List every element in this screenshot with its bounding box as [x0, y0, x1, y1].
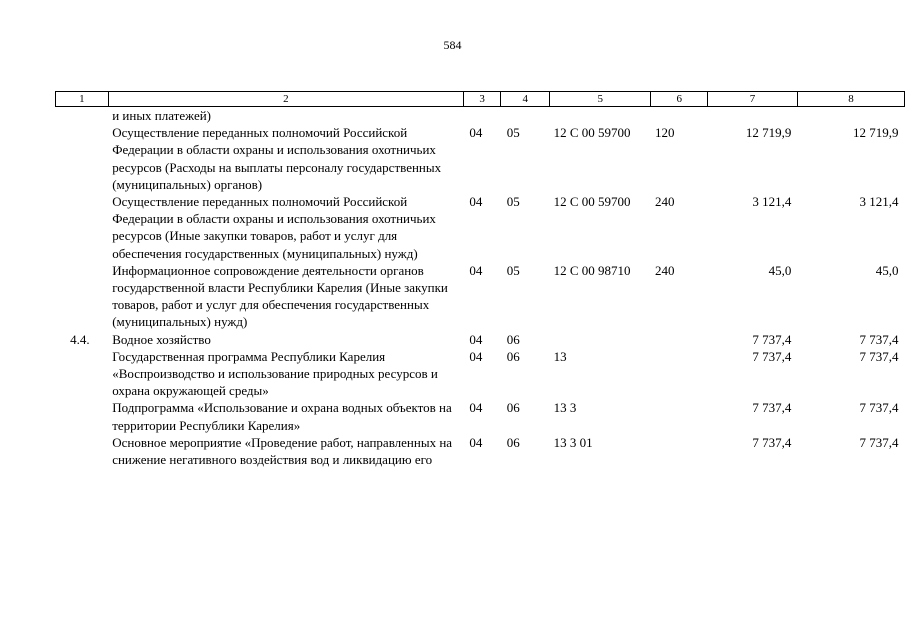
row-expense-type: [651, 348, 708, 400]
row-subsection: 06: [506, 331, 520, 347]
row-section: 04: [469, 125, 483, 141]
row-name: Подпрограмма «Использование и охрана водных объектов на территории Республики Карелия»: [112, 400, 452, 433]
row-name: Государственная программа Республики Карелия «Воспроизводство и использование природных ресурсов и охрана окружающей среды»: [112, 348, 438, 399]
row-number: [56, 193, 109, 262]
row-sum-2: 45,0: [875, 262, 899, 278]
row-sum-2: 7 737,4: [859, 400, 899, 416]
row-expense-type: 120: [654, 125, 675, 141]
row-expense-type: [651, 331, 708, 348]
row-subsection: 05: [506, 125, 520, 141]
row-number: [56, 124, 109, 193]
row-expense-type: 240: [654, 194, 675, 210]
row-sum-2: 7 737,4: [859, 434, 899, 450]
row-sum-1: 7 737,4: [752, 331, 792, 347]
row-target-article: 12 С 00 59700: [553, 194, 631, 210]
row-subsection: 06: [506, 434, 520, 450]
table-row: [56, 262, 905, 331]
table-header: [56, 92, 905, 107]
table-row: [56, 193, 905, 262]
row-section: 04: [469, 400, 483, 416]
row-sum-1: [708, 107, 798, 125]
table-row: [56, 124, 905, 193]
row-name: и иных платежей): [112, 108, 212, 123]
row-sum-1: 3 121,4: [752, 194, 792, 210]
row-number: [56, 107, 109, 125]
table-row: [56, 399, 905, 433]
row-number: [56, 399, 109, 433]
row-name: Водное хозяйство: [112, 331, 211, 347]
row-section: 04: [469, 331, 483, 347]
row-sum-1: 7 737,4: [752, 348, 792, 364]
row-number: 4.4.: [70, 331, 90, 347]
row-sum-1: 7 737,4: [752, 400, 792, 416]
row-sum-2: 7 737,4: [859, 331, 899, 347]
row-target-article: [550, 107, 651, 125]
header-col-6: 6: [651, 92, 708, 107]
row-number: [56, 434, 109, 468]
row-sum-1: 12 719,9: [745, 125, 792, 141]
row-target-article: 12 С 00 98710: [553, 262, 631, 278]
row-sum-2: 12 719,9: [853, 125, 899, 141]
row-target-article: 13: [553, 348, 567, 364]
header-col-2: 2: [108, 92, 463, 107]
row-subsection: 05: [506, 262, 520, 278]
row-sum-2: [797, 107, 904, 125]
row-number: [56, 262, 109, 331]
row-target-article: 13 3 01: [553, 434, 593, 450]
row-subsection: [501, 107, 550, 125]
row-section: 04: [469, 262, 483, 278]
row-sum-2: 3 121,4: [859, 194, 899, 210]
row-name: Основное мероприятие «Проведение работ, направленных на снижение негативного воздействия вод и ликвидацию его: [112, 434, 453, 468]
row-section: 04: [469, 348, 483, 364]
row-sum-1: 45,0: [768, 262, 792, 278]
row-number: [56, 348, 109, 400]
page-number: 584: [443, 38, 462, 52]
header-col-7: 7: [708, 92, 798, 107]
row-target-article: 12 С 00 59700: [553, 125, 631, 141]
budget-table: [55, 91, 905, 468]
table-row: [56, 434, 905, 468]
row-subsection: 06: [506, 348, 520, 364]
table-row: [56, 107, 905, 125]
row-name: Осуществление переданных полномочий Российской Федерации в области охраны и использования охотничьих ресурсов (Иные закупки товаров, работ и услуг для обеспечения государственных (муниципальных) нужд): [112, 194, 436, 261]
row-section: 04: [469, 194, 483, 210]
row-expense-type: [651, 399, 708, 433]
header-col-3: 3: [463, 92, 500, 107]
row-expense-type: 240: [654, 262, 675, 278]
table-body: [56, 107, 905, 469]
row-expense-type: [651, 107, 708, 125]
row-expense-type: [651, 434, 708, 468]
header-col-5: 5: [550, 92, 651, 107]
row-name: Осуществление переданных полномочий Российской Федерации в области охраны и использования охотничьих ресурсов (Расходы на выплаты персоналу государственных (муниципальных) органов): [112, 125, 442, 192]
header-col-1: 1: [56, 92, 109, 107]
row-section: 04: [469, 434, 483, 450]
header-col-8: 8: [797, 92, 904, 107]
row-section: [463, 107, 500, 125]
header-col-4: 4: [501, 92, 550, 107]
table-row: [56, 331, 905, 348]
row-sum-1: 7 737,4: [752, 434, 792, 450]
row-target-article: 13 3: [553, 400, 577, 416]
row-sum-2: 7 737,4: [859, 348, 899, 364]
table-row: [56, 348, 905, 400]
row-target-article: [550, 331, 651, 348]
row-subsection: 06: [506, 400, 520, 416]
row-name: Информационное сопровождение деятельности органов государственной власти Республики Карелия (Иные закупки товаров, работ и услуг для обеспечения государственных (муниципальных) нужд): [112, 262, 448, 330]
row-subsection: 05: [506, 194, 520, 210]
header-row: [56, 92, 905, 107]
